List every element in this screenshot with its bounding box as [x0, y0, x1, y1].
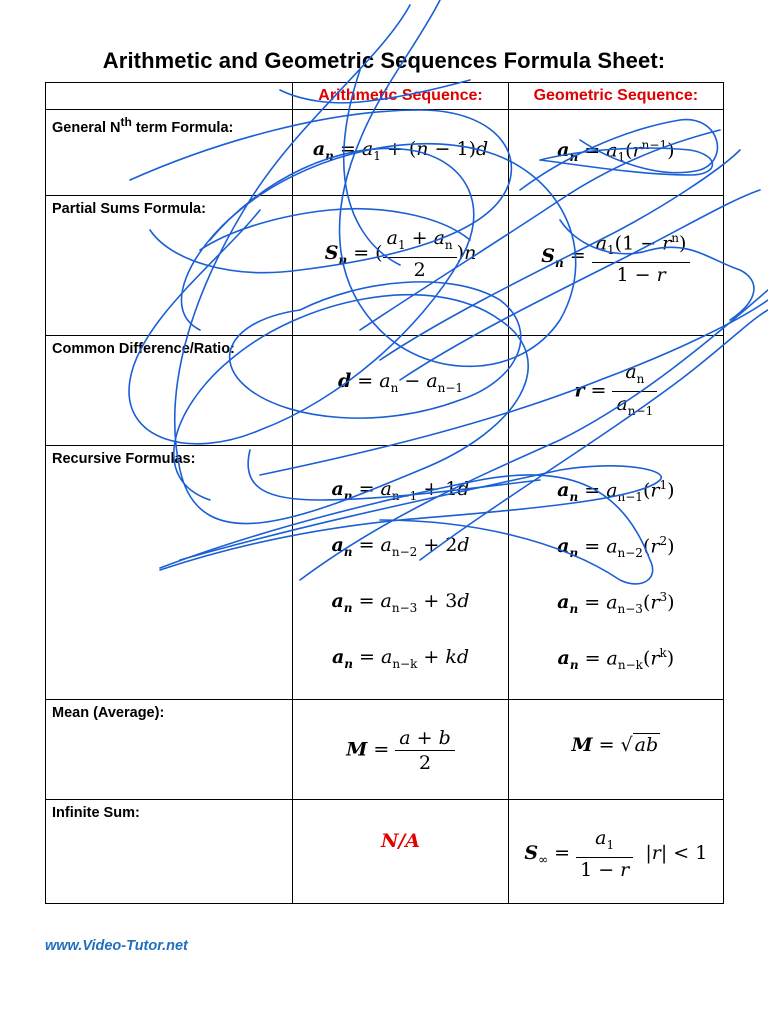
- arith-mean-formula: M = $\frac{a + b}{2}$: [293, 700, 508, 800]
- row-recursive: [46, 446, 724, 700]
- geo-common-formula: r = $\frac{a_n}{a_{n-1}}$: [508, 336, 723, 446]
- header-geometric: Geometric Sequence:: [508, 83, 723, 110]
- arith-infinite-value: N/A: [293, 800, 508, 904]
- geo-sum-formula: $S_n$ = $\frac{a_1(1 - r^n)}{1 - r}$: [508, 196, 723, 336]
- geo-mean-formula: M = √ ab: [508, 700, 723, 800]
- geo-infinite-formula: $S_\infty$ = $\frac{a_1}{1 - r}$ |r| < 1: [508, 800, 723, 904]
- geo-recursive-formulas: $a_n = a_{n-1}(r^1)$ $a_n = a_{n-2}(r^2)$ $a_n = a_{n-3}(r^3)$ $a_n = a_{n-k}(r^k)$: [508, 446, 723, 700]
- arith-nth-formula: $a_n = a_1 + (n - 1)d$: [293, 110, 508, 196]
- row-common: [46, 336, 724, 446]
- footer-website: www.Video-Tutor.net: [45, 938, 188, 954]
- row-nth-term: [46, 110, 724, 196]
- arith-common-formula: $d = a_n - a_{n-1}$: [293, 336, 508, 446]
- row-mean: [46, 700, 724, 800]
- page-title: Arithmetic and Geometric Sequences Formula Sheet:: [102, 48, 666, 73]
- label-recursive: Recursive Formulas:: [46, 446, 293, 700]
- label-partial-sums: Partial Sums Formula:: [46, 196, 293, 336]
- label-nth-term: General $N^{th}$ term Formula:: [46, 110, 293, 196]
- label-common: Common Difference/Ratio:: [46, 336, 293, 446]
- label-mean: Mean (Average):: [46, 700, 293, 800]
- row-partial-sums: [46, 196, 724, 336]
- header-arithmetic: Arithmetic Sequence:: [293, 83, 508, 110]
- header-blank: [46, 83, 293, 110]
- geo-nth-formula: $a_n = a_1(r^{n-1})$: [508, 110, 723, 196]
- row-infinite: [46, 800, 724, 904]
- arith-sum-formula: $S_n$ = ( $\frac{a_1 + a_n}{2}$ )n: [293, 196, 508, 336]
- label-infinite: Infinite Sum:: [46, 800, 293, 904]
- header-row: [46, 83, 724, 110]
- arith-recursive-formulas: $a_n = a_{n-1} + 1d$ $a_n = a_{n-2} + 2d$ $a_n = a_{n-3} + 3d$ $a_n = a_{n-k}$ + kd: [293, 446, 508, 700]
- formula-table: [45, 82, 724, 904]
